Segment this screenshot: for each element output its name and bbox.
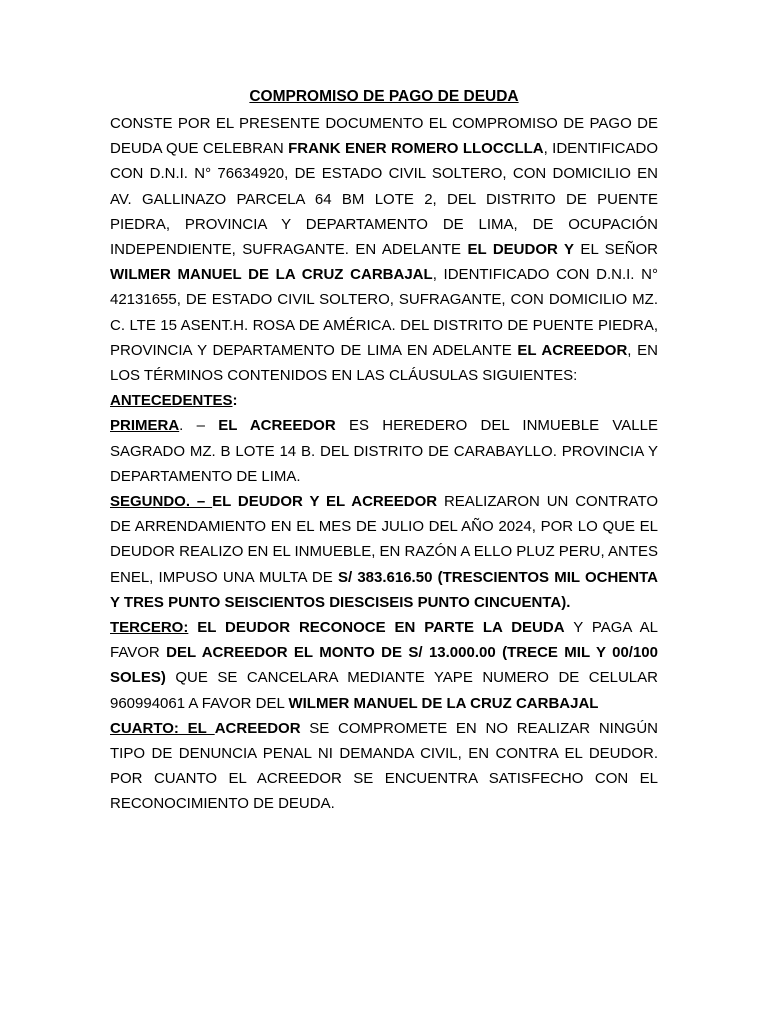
antecedentes-label: ANTECEDENTES: [110, 392, 233, 410]
intro-text-4: , IDENTIFICADO CON D.N.I. N° 42131655, DE ESTADO CIVIL SOLTERO, SUFRAGANTE, CON DOMICILIO MZ. C. LTE 15 ASENT.H. ROSA DE AMÉRICA. DEL DISTRITO DE PUENTE PIEDRA, PROVINCIA Y DEPARTAMENTO DE LIMA EN ADELANTE: [110, 266, 659, 359]
debtor-name: FRANK ENER ROMERO LLOCCLLA: [288, 140, 544, 158]
tercero-label: TERCERO:: [110, 619, 189, 637]
cuarto-subject: ACREEDOR: [214, 719, 301, 737]
intro-text-2: , IDENTIFICADO CON D.N.I. N° 76634920, DE ESTADO CIVIL SOLTERO, CON DOMICILIO EN AV. GALLINAZO PARCELA 64 BM LOTE 2, DEL DISTRITO DE PUENTE PIEDRA, PROVINCIA Y DEPARTAMENTO DE LIMA, DE OCUPACIÓN INDEPENDIENTE, SUFRAGANTE. EN ADELANTE: [110, 140, 659, 259]
document-title: COMPROMISO DE PAGO DE DEUDA: [249, 88, 519, 105]
antecedentes-colon: :: [232, 392, 238, 410]
intro-text-5: , EN LOS TÉRMINOS CONTENIDOS EN LAS CLÁUSULAS SIGUIENTES:: [110, 341, 658, 385]
primera-subject: EL ACREEDOR: [218, 417, 336, 435]
cuarto-text: SE COMPROMETE EN NO REALIZAR NINGÚN TIPO DE DENUNCIA PENAL NI DEMANDA CIVIL, EN CONTRA EL DEUDOR. POR CUANTO EL ACREEDOR SE ENCUENTRA SATISFECHO CON EL RECONOCIMIENTO DE DEUDA.: [110, 719, 658, 813]
document-page: [110, 86, 658, 817]
tercero-amount: DEL ACREEDOR EL MONTO DE S/ 13.000.00 (TRECE MIL Y 00/100 SOLES): [110, 644, 658, 687]
creditor-label: EL ACREEDOR: [517, 341, 628, 359]
antecedentes-heading: [110, 388, 658, 413]
segundo-label: SEGUNDO. –: [110, 493, 213, 511]
clause-primera: [110, 413, 658, 489]
tercero-subject: EL DEUDOR RECONOCE EN PARTE LA DEUDA: [188, 619, 565, 637]
intro-text-3: EL SEÑOR: [574, 241, 659, 259]
tercero-text-2: QUE SE CANCELARA MEDIANTE YAPE NUMERO DE CELULAR 960994061 A FAVOR DEL: [110, 669, 658, 712]
primera-separator: . –: [179, 417, 219, 435]
intro-paragraph: [110, 111, 658, 388]
clause-tercero: [110, 615, 658, 716]
debtor-label: EL DEUDOR Y: [467, 241, 574, 259]
segundo-subject: EL DEUDOR Y EL ACREEDOR: [212, 493, 438, 511]
segundo-amount: S/ 383.616.50 (TRESCIENTOS MIL OCHENTA Y TRES PUNTO SEISCIENTOS DIESCISEIS PUNTO CINCUENTA).: [110, 568, 658, 611]
clause-cuarto: [110, 716, 658, 817]
primera-label: PRIMERA: [110, 417, 180, 435]
clause-segundo: [110, 489, 658, 615]
cuarto-label: CUARTO: EL: [110, 719, 215, 737]
creditor-name: WILMER MANUEL DE LA CRUZ CARBAJAL: [110, 266, 433, 284]
segundo-text: REALIZARON UN CONTRATO DE ARRENDAMIENTO EN EL MES DE JULIO DEL AÑO 2024, POR LO QUE EL DEUDOR REALIZO EN EL INMUEBLE, EN RAZÓN A ELLO PLUZ PERU, ANTES ENEL, IMPUSO UNA MULTA DE: [110, 493, 659, 586]
tercero-beneficiary: WILMER MANUEL DE LA CRUZ CARBAJAL: [288, 694, 599, 712]
tercero-text-1: Y PAGA AL FAVOR: [110, 619, 658, 662]
intro-text-1: CONSTE POR EL PRESENTE DOCUMENTO EL COMPROMISO DE PAGO DE DEUDA QUE CELEBRAN: [110, 115, 658, 158]
primera-text: ES HEREDERO DEL INMUEBLE VALLE SAGRADO MZ. B LOTE 14 B. DEL DISTRITO DE CARABAYLLO. PROVINCIA Y DEPARTAMENTO DE LIMA.: [110, 417, 658, 485]
